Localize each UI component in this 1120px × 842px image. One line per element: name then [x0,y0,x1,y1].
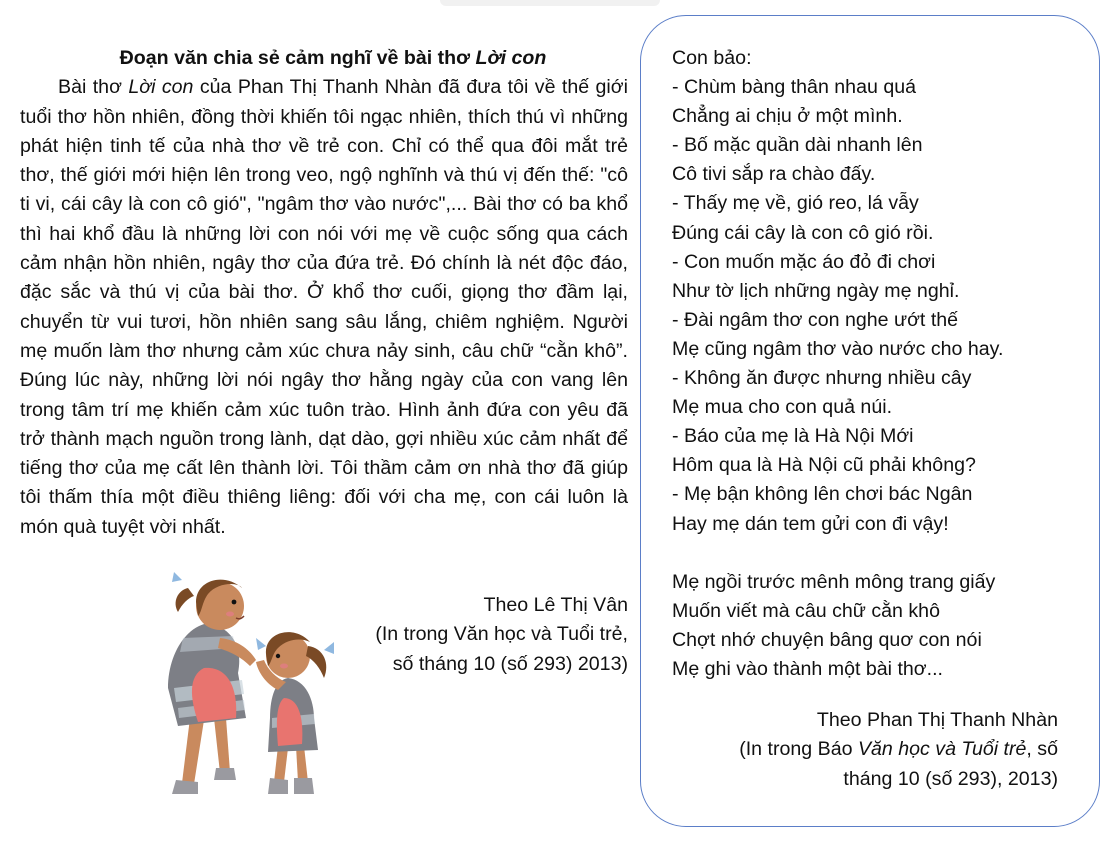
poem-line: Mẹ cũng ngâm thơ vào nước cho hay. [672,337,1004,360]
poem-line: Mẹ mua cho con quả núi. [672,396,893,419]
poem-line: - Mẹ bận không lên chơi bác Ngân [672,483,973,506]
poem-line: Mẹ ghi vào thành một bài thơ... [672,657,943,680]
essay-section [20,44,628,675]
poem-line: - Thấy mẹ về, gió reo, lá vẫy [672,192,919,215]
poem-line: Chẳng ai chịu ở một mình. [672,105,903,128]
essay-body [20,73,628,542]
poem-line: Chợt nhớ chuyện bâng quơ con nói [672,628,982,651]
poem-credit-author: Theo Phan Thị Thanh Nhàn [816,709,1058,731]
poem-line: - Báo của mẹ là Hà Nội Mới [672,425,914,448]
poem-line: Muốn viết mà câu chữ cằn khô [672,599,940,622]
top-scroll-indicator [440,0,660,6]
mother-daughter-illustration [138,568,348,808]
poem-credit-source-suffix: , số [1026,738,1058,761]
essay-credit-source: (In trong Văn học và Tuổi trẻ, [375,623,628,646]
poem-line: Con bảo: [672,47,752,69]
essay-body-italic: Lời con [128,76,194,99]
poem-line: - Chùm bàng thân nhau quá [672,76,917,99]
essay-credit-author: Theo Lê Thị Vân [483,594,628,616]
poem-credit [739,706,1058,794]
poem-credit-issue: tháng 10 (số 293), 2013) [843,767,1058,790]
essay-title-italic: Lời con [475,47,547,69]
poem-line: - Con muốn mặc áo đỏ đi chơi [672,250,936,273]
poem-line: Hôm qua là Hà Nội cũ phải không? [672,454,976,477]
essay-title [20,44,628,73]
poem-line: Như tờ lịch những ngày mẹ nghỉ. [672,279,960,302]
poem-line: Hay mẹ dán tem gửi con đi vậy! [672,512,949,535]
essay-title-text: Đoạn văn chia sẻ cảm nghĩ về bài thơ [119,47,476,69]
poem-credit-source-title: Văn học và Tuổi trẻ [857,738,1027,761]
poem-line: - Bố mặc quần dài nhanh lên [672,134,923,157]
poem-line: - Không ăn được nhưng nhiều cây [672,367,972,390]
poem-line: Mẹ ngồi trước mênh mông trang giấy [672,570,996,593]
poem-text [672,44,1072,684]
essay-credit [375,591,628,679]
essay-credit-issue: số tháng 10 (số 293) 2013) [392,652,628,675]
stanza-gap [672,539,1072,568]
poem-credit-source-prefix: (In trong Báo [739,738,858,761]
poem-line: Cô tivi sắp ra chào đấy. [672,163,876,186]
poem-line: Đúng cái cây là con cô gió rồi. [672,221,934,244]
poem-credit-source [739,735,1058,764]
essay-body-text: của Phan Thị Thanh Nhàn đã đưa tôi về thế giới tuổi thơ hồn nhiên, đồng thời khiến tôi ngạc nhiên, thích thú vì những phát hiện tinh tế của nhà thơ về trẻ con. Chỉ có thể qua đôi mắt trẻ thơ, thế giới mới hiện lên trong veo, ngộ nghĩnh và thú vị đến thế: "cô ti vi, cái cây là con cô gió", "ngâm thơ vào nước",... Bài thơ có ba khổ thì hai khổ đầu là những lời con nói với mẹ về cuộc sống qua cách cảm nhận hồn nhiên, ngây thơ của đứa trẻ. Đó chính là nét độc đáo, đặc sắc và thú vị của bài thơ. Ở khổ thơ cuối, giọng thơ đầm lại, chuyển từ vui tươi, hồn nhiên sang sâu lắng, chiêm nghiệm. Người mẹ muốn làm thơ nhưng cảm xúc chưa nảy sinh, câu chữ “cằn khô”. Đúng lúc này, những lời nói ngây thơ hằng ngày của con vang lên trong tâm trí mẹ khiến cảm xúc tuôn trào. Hình ảnh đứa con yêu đã trở thành mạch nguồn trong lành, dạt dào, gợi nhiều xúc cảm nhất để tiếng thơ của mẹ cất lên thành lời. Tôi thầm cảm ơn nhà thơ đã giúp tôi thấm thía một điều thiêng liêng: đối với cha mẹ, con cái luôn là món quà tuyệt vời nhất. [20,76,628,538]
poem-line: - Đài ngâm thơ con nghe ướt thế [672,308,959,331]
essay-body-start: Bài thơ [58,76,129,99]
